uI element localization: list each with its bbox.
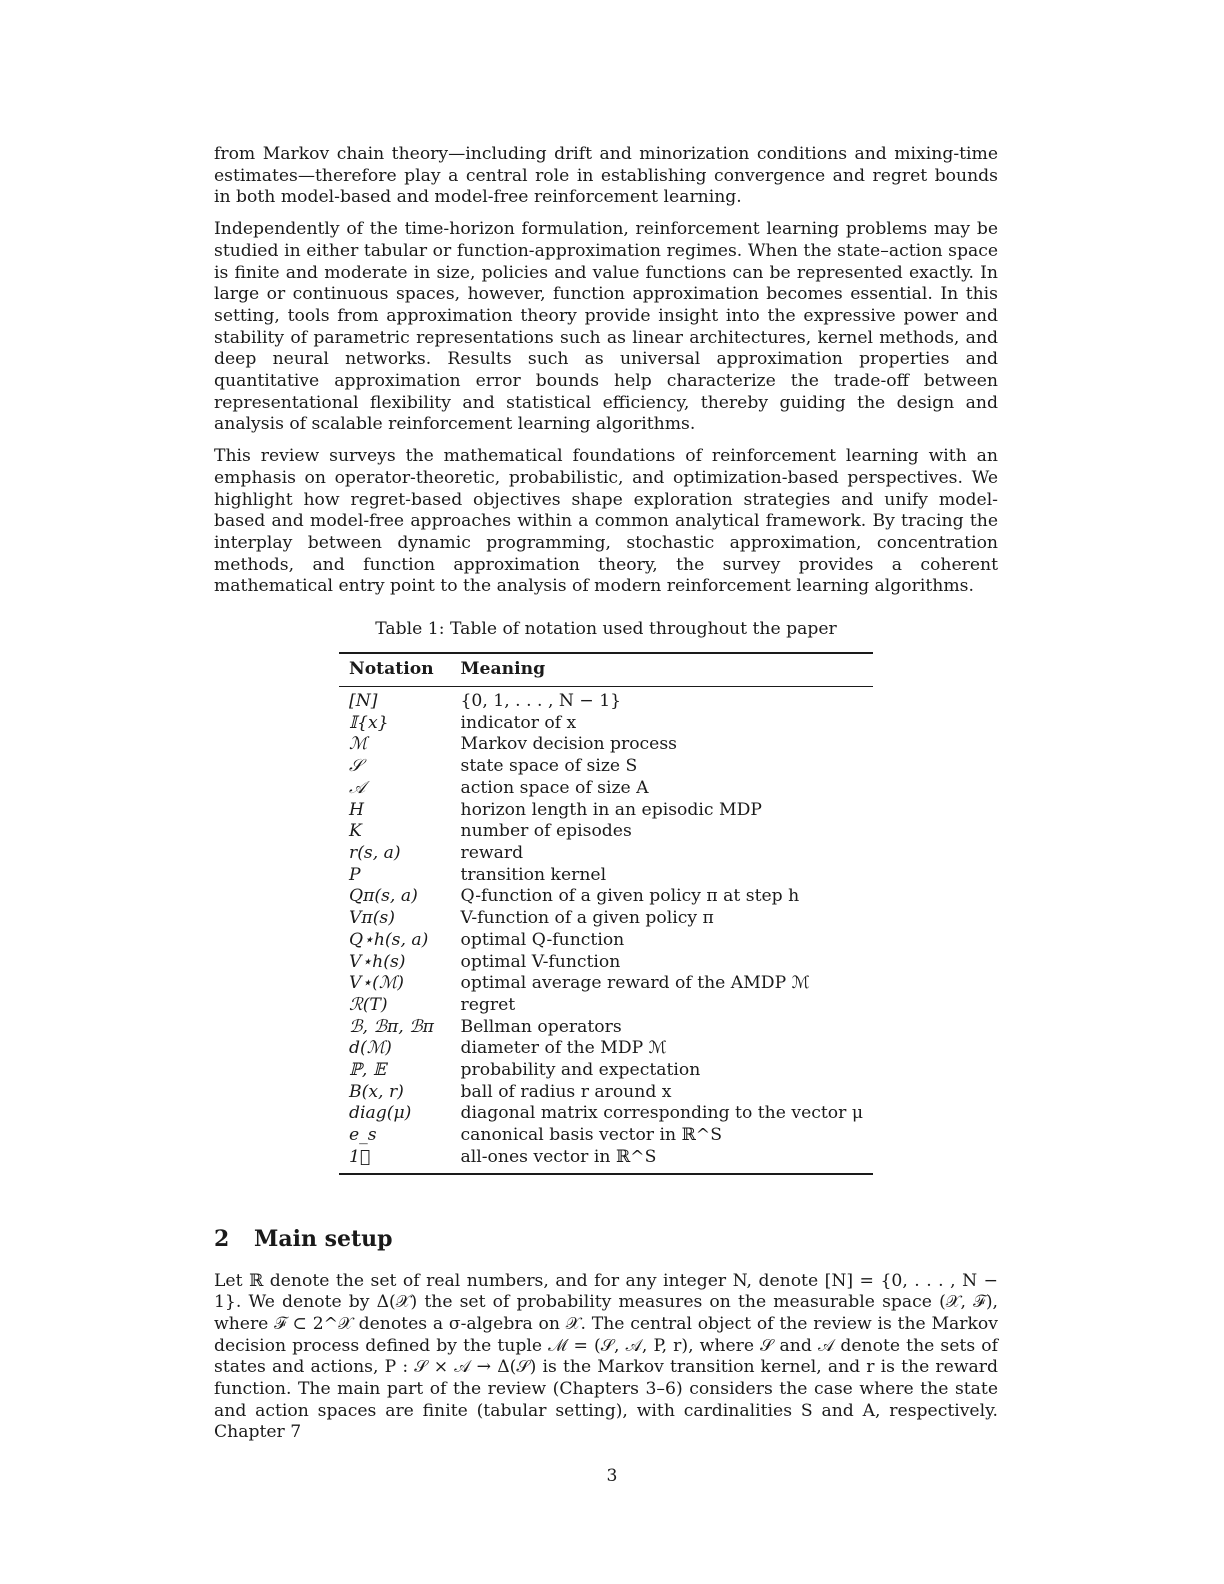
meaning-cell: canonical basis vector in ℝ^S (460, 1125, 722, 1146)
table-caption: Table 1: Table of notation used throughout the paper (375, 619, 837, 640)
notation-cell: 𝒜 (349, 777, 366, 798)
notation-cell: diag(μ) (349, 1103, 412, 1124)
section-number: 2 (214, 1225, 230, 1252)
notation-cell: [N] (349, 691, 378, 712)
paragraph-1: from Markov chain theory—including drift and minorization conditions and mixing-time estimates—therefore play a central role in establishing convergence and regret bounds in both model-based and model-free reinforcement learning. (214, 144, 998, 208)
meaning-cell: Q-function of a given policy π at step h (460, 886, 800, 907)
notation-cell: 𝒮 (349, 756, 363, 777)
notation-cell: 𝕀{x} (349, 712, 389, 733)
meaning-cell: {0, 1, . . . , N − 1} (460, 691, 622, 712)
notation-cell: K (349, 821, 362, 842)
table-row (339, 756, 873, 778)
notation-cell: B(x, r) (349, 1081, 404, 1102)
section-heading (214, 1225, 998, 1253)
page-content (214, 144, 998, 1454)
meaning-cell: action space of size A (460, 777, 649, 798)
meaning-cell: optimal average reward of the AMDP ℳ (460, 973, 810, 994)
notation-cell: d(ℳ) (349, 1038, 392, 1059)
table-row (339, 1060, 873, 1082)
notation-cell: ℛ(T) (349, 994, 388, 1015)
meaning-cell: indicator of x (460, 712, 577, 733)
meaning-cell: diameter of the MDP ℳ (460, 1038, 668, 1059)
paragraph-3: This review surveys the mathematical foundations of reinforcement learning with an emphasis on operator-theoretic, probabilistic, and optimization-based perspectives. We highlight how regret-based objectives shape exploration strategies and unify model-based and model-free approaches within a common analytical framework. By tracing the interplay between dynamic programming, stochastic approximation, concentration methods, and function approximation theory, the survey provides a coherent mathematical entry point to the analysis of modern reinforcement learning algorithms. (214, 446, 998, 597)
meaning-cell: regret (460, 994, 516, 1015)
notation-cell: ℙ, 𝔼 (349, 1060, 386, 1081)
meaning-cell: optimal Q-function (460, 929, 625, 950)
table-row (339, 995, 873, 1017)
table-row (339, 865, 873, 887)
notation-cell: Qπ(s, a) (349, 886, 418, 907)
table-row (339, 973, 873, 995)
table-row (339, 734, 873, 756)
notation-cell: ℬ, ℬπ, ℬπ (349, 1016, 434, 1037)
meaning-cell: all-ones vector in ℝ^S (451, 1147, 874, 1174)
notation-cell: 1⃗ (339, 1147, 451, 1174)
notation-cell: r(s, a) (349, 842, 401, 863)
meaning-cell: optimal V-function (460, 951, 621, 972)
notation-cell: P (349, 864, 361, 885)
table-row (339, 778, 873, 800)
table-row (339, 843, 873, 865)
notation-cell: V⋆(ℳ) (349, 973, 404, 994)
table-row (339, 800, 873, 822)
notation-cell: H (349, 799, 364, 820)
section-paragraph: Let ℝ denote the set of real numbers, and for any integer N, denote [N] = {0, . . . , N − 1}. We denote by Δ(𝒳) the set of probability measures on the measurable space (𝒳, ℱ), where ℱ ⊂ 2^𝒳 denotes a σ-algebra on 𝒳. The central object of the review is the Markov decision process defined by the tuple ℳ = (𝒮, 𝒜, P, r), where 𝒮 and 𝒜 denote the sets of states and actions, P : 𝒮 × 𝒜 → Δ(𝒮) is the Markov transition kernel, and r is the reward function. The main part of the review (Chapters 3–6) considers the case where the state and action spaces are finite (tabular setting), with cardinalities S and A, respectively. Chapter 7 (214, 1270, 998, 1443)
table-row (339, 908, 873, 930)
notation-cell: Q⋆h(s, a) (349, 929, 429, 950)
table-row (339, 713, 873, 735)
table-row (339, 886, 873, 908)
meaning-cell: diagonal matrix corresponding to the vector μ (460, 1103, 863, 1124)
table-row (339, 1082, 873, 1104)
paragraph-2: Independently of the time-horizon formulation, reinforcement learning problems may be studied in either tabular or function-approximation regimes. When the state–action space is finite and moderate in size, policies and value functions can be represented exactly. In large or continuous spaces, however, function approximation becomes essential. In this setting, tools from approximation theory provide insight into the expressive power and stability of parametric representations such as linear architectures, kernel methods, and deep neural networks. Results such as universal approximation properties and quantitative approximation error bounds help characterize the trade-off between representational flexibility and statistical efficiency, thereby guiding the design and analysis of scalable reinforcement learning algorithms. (214, 219, 998, 435)
table-row (339, 1017, 873, 1039)
notation-cell: ℳ (349, 734, 368, 755)
meaning-cell: horizon length in an episodic MDP (460, 799, 762, 820)
table-row (339, 930, 873, 952)
meaning-cell: ball of radius r around x (460, 1081, 672, 1102)
meaning-cell: transition kernel (460, 864, 607, 885)
meaning-cell: V-function of a given policy π (460, 908, 714, 929)
table-header-notation: Notation (339, 653, 451, 687)
notation-cell: V⋆h(s) (349, 951, 406, 972)
meaning-cell: Bellman operators (460, 1016, 622, 1037)
table-row (339, 952, 873, 974)
notation-cell: e_s (349, 1125, 377, 1146)
table-header-meaning: Meaning (451, 653, 874, 687)
meaning-cell: probability and expectation (460, 1060, 701, 1081)
table-row (339, 1147, 873, 1174)
page-number: 3 (606, 1466, 618, 1486)
meaning-cell: reward (460, 842, 524, 863)
table-row (339, 821, 873, 843)
table-body (339, 687, 873, 1174)
notation-cell: Vπ(s) (349, 908, 395, 929)
table-row (339, 1103, 873, 1125)
table-row (339, 687, 873, 713)
table-row (339, 1125, 873, 1147)
meaning-cell: state space of size S (460, 756, 638, 777)
table-row (339, 1038, 873, 1060)
section-title: Main setup (254, 1225, 393, 1252)
notation-table (339, 652, 873, 1174)
meaning-cell: number of episodes (460, 821, 632, 842)
meaning-cell: Markov decision process (460, 734, 677, 755)
